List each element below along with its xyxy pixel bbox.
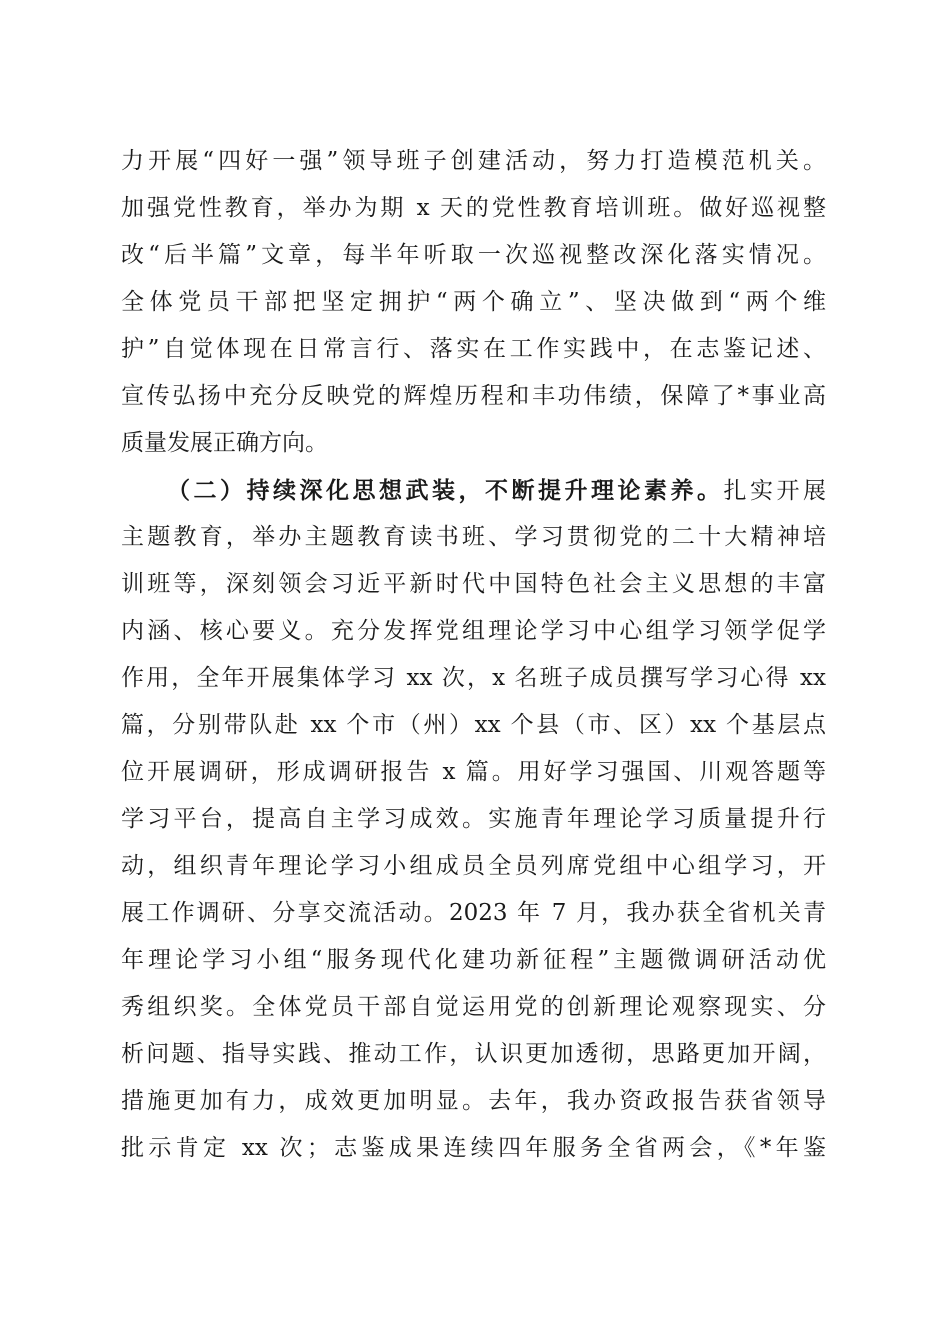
text-line: 篇，分别带队赴 xx 个市（州）xx 个县（市、区）xx 个基层点 (121, 712, 826, 738)
text-line: 加强党性教育，举办为期 x 天的党性教育培训班。做好巡视整 (121, 195, 826, 221)
paragraph-first-line (121, 467, 826, 514)
text-line: 内涵、核心要义。充分发挥党组理论学习中心组学习领学促学 (121, 618, 826, 644)
section-heading: （二）持续深化思想武装，不断提升理论素养。 (167, 477, 724, 504)
text-line: 年理论学习小组“服务现代化建功新征程”主题微调研活动优 (121, 947, 826, 973)
text-line: 全体党员干部把坚定拥护“两个确立”、坚决做到“两个维 (121, 289, 826, 315)
text-line: 秀组织奖。全体党员干部自觉运用党的创新理论观察现实、分 (121, 994, 826, 1020)
text-line: 力开展“四好一强”领导班子创建活动，努力打造模范机关。 (121, 148, 826, 174)
paragraph-party-building (121, 138, 826, 467)
text-line: 措施更加有力，成效更加明显。去年，我办资政报告获省领导 (121, 1088, 826, 1114)
paragraph-theory-study (121, 467, 826, 1172)
text-line: 位开展调研，形成调研报告 x 篇。用好学习强国、川观答题等 (121, 759, 826, 785)
text-line: 护”自觉体现在日常言行、落实在工作实践中，在志鉴记述、 (121, 336, 826, 362)
text-line: 训班等，深刻领会习近平新时代中国特色社会主义思想的丰富 (121, 571, 826, 597)
text-line: 宣传弘扬中充分反映党的辉煌历程和丰功伟绩，保障了*事业高 (121, 383, 826, 409)
text-line: 析问题、指导实践、推动工作，认识更加透彻，思路更加开阔， (121, 1041, 826, 1067)
text-line: 作用，全年开展集体学习 xx 次，x 名班子成员撰写学习心得 xx (121, 665, 826, 691)
text-line: 学习平台，提高自主学习成效。实施青年理论学习质量提升行 (121, 806, 826, 832)
text-line: 批示肯定 xx 次；志鉴成果连续四年服务全省两会，《*年鉴 (121, 1135, 826, 1161)
text-line: 主题教育，举办主题教育读书班、学习贯彻党的二十大精神培 (121, 524, 826, 550)
document-body (121, 138, 826, 1172)
text-line: 动，组织青年理论学习小组成员全员列席党组中心组学习，开 (121, 853, 826, 879)
text-line: 改“后半篇”文章，每半年听取一次巡视整改深化落实情况。 (121, 242, 826, 268)
text-line: 质量发展正确方向。 (121, 430, 328, 456)
text-line: 展工作调研、分享交流活动。2023 年 7 月，我办获全省机关青 (121, 900, 826, 926)
text-line-rest: 扎实开展 (723, 478, 826, 504)
